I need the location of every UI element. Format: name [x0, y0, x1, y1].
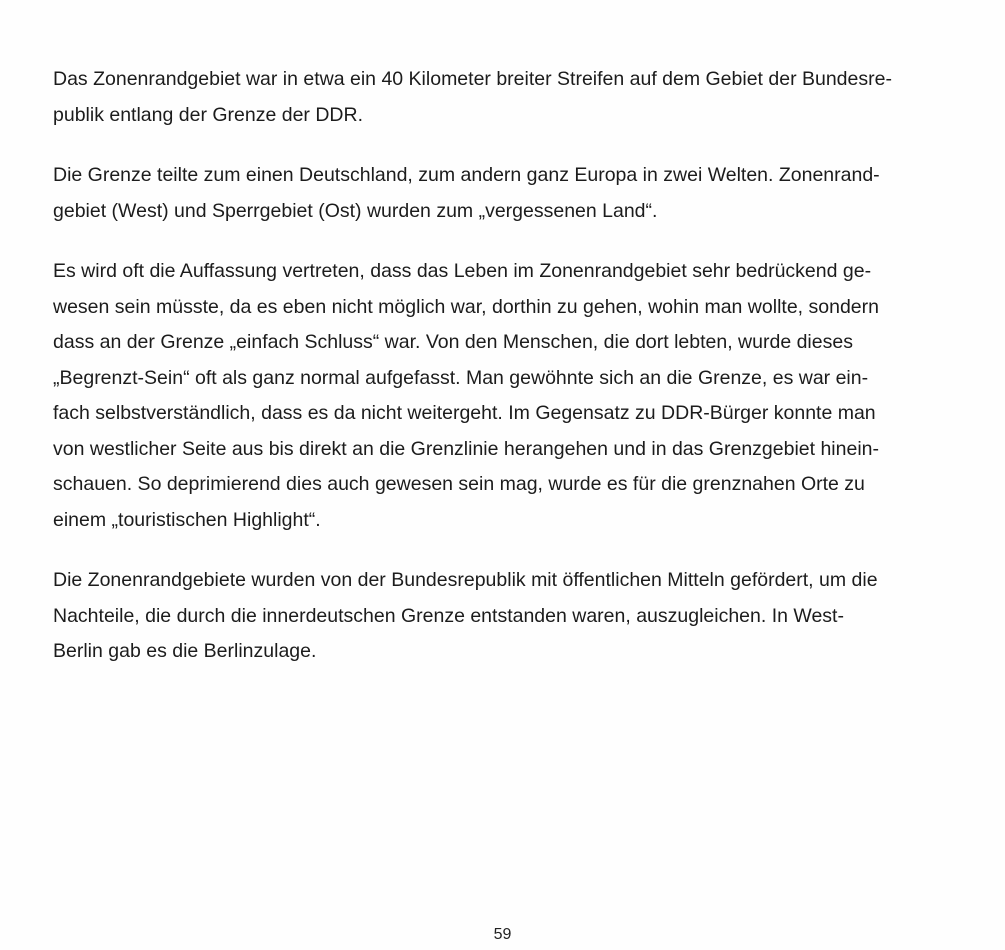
text-line: Nachteile, die durch die innerdeutschen Grenze entstanden waren, auszugleichen. In West-	[53, 604, 844, 627]
body-text	[53, 62, 973, 695]
text-line: dass an der Grenze „einfach Schluss“ war. Von den Menschen, die dort lebten, wurde dieses	[53, 331, 853, 353]
paragraph-1	[53, 62, 973, 133]
text-line: „Begrenzt-Sein“ oft als ganz normal aufgefasst. Man gewöhnte sich an die Grenze, es war ein-	[53, 366, 869, 389]
text-line: Das Zonenrandgebiet war in etwa ein 40 Kilometer breiter Streifen auf dem Gebiet der Bundesre-	[53, 68, 892, 90]
text-line: Berlin gab es die Berlinzulage.	[53, 640, 317, 662]
text-line: Die Zonenrandgebiete wurden von der Bundesrepublik mit öffentlichen Mitteln gefördert, um die	[53, 569, 878, 591]
text-line: wesen sein müsste, da es eben nicht möglich war, dorthin zu gehen, wohin man wollte, sondern	[53, 295, 879, 318]
text-line: Es wird oft die Auffassung vertreten, dass das Leben im Zonenrandgebiet sehr bedrückend ge-	[53, 260, 872, 282]
paragraph-4	[53, 563, 973, 670]
text-line: gebiet (West) und Sperrgebiet (Ost) wurden zum „vergessenen Land“.	[53, 199, 658, 222]
text-line: fach selbstverständlich, dass es da nicht weitergeht. Im Gegensatz zu DDR-Bürger konnte man	[53, 402, 876, 424]
paragraph-3	[53, 254, 973, 538]
page-number: 59	[493, 926, 512, 943]
paragraph-2	[53, 158, 973, 229]
text-line: von westlicher Seite aus bis direkt an die Grenzlinie herangehen und in das Grenzgebiet hinein-	[53, 437, 879, 460]
text-line: schauen. So deprimierend dies auch gewesen sein mag, wurde es für die grenznahen Orte zu	[53, 473, 865, 495]
text-line: publik entlang der Grenze der DDR.	[53, 103, 363, 126]
text-line: Die Grenze teilte zum einen Deutschland, zum andern ganz Europa in zwei Welten. Zonenrand-	[53, 164, 880, 186]
text-line: einem „touristischen Highlight“.	[53, 508, 321, 531]
